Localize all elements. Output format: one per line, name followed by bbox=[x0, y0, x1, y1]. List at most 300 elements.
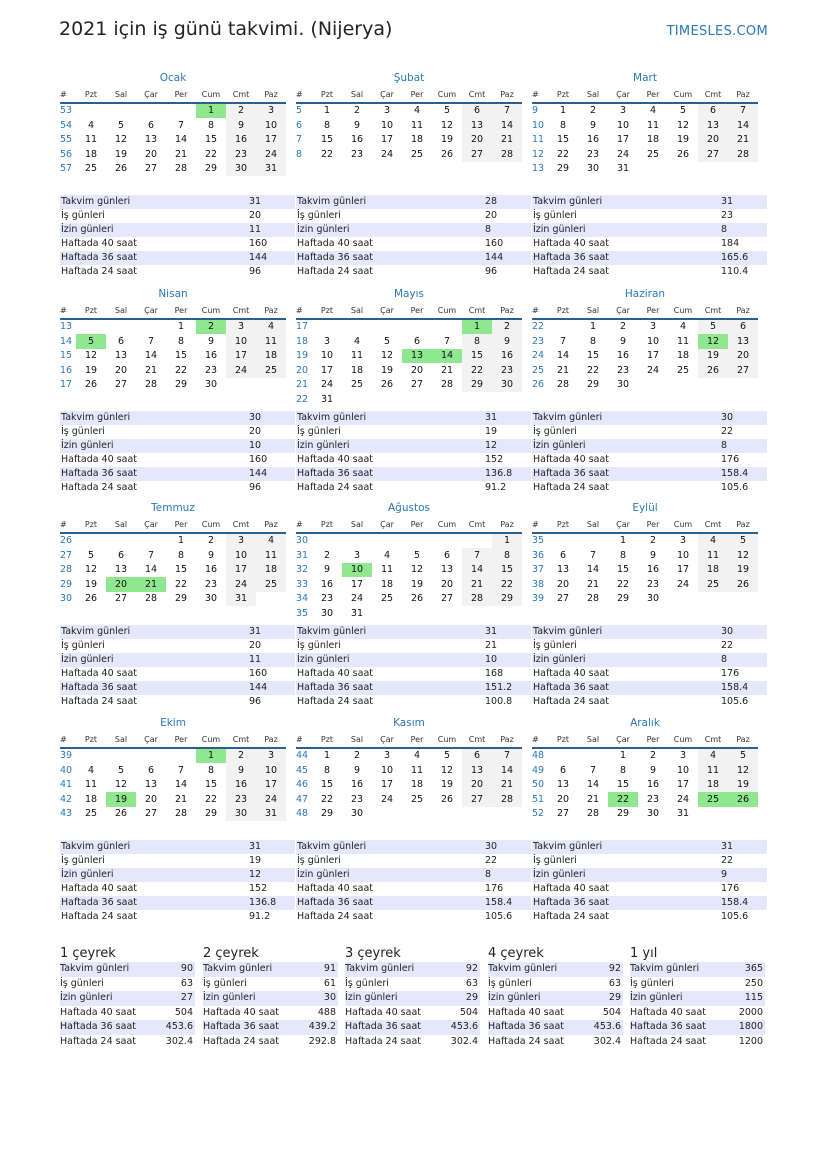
day-cell[interactable]: 12 bbox=[380, 350, 394, 362]
day-cell[interactable]: 7 bbox=[443, 335, 451, 347]
day-cell[interactable]: 27 bbox=[440, 593, 454, 605]
day-cell[interactable]: 7 bbox=[177, 764, 185, 776]
day-cell[interactable]: 17 bbox=[676, 564, 690, 576]
day-cell[interactable]: 15 bbox=[320, 779, 334, 791]
day-cell[interactable]: 28 bbox=[144, 593, 158, 605]
day-cell[interactable]: 25 bbox=[256, 577, 286, 592]
day-cell[interactable]: 29 bbox=[616, 593, 630, 605]
holiday-day-cell[interactable]: 20 bbox=[106, 577, 136, 592]
day-cell[interactable]: 7 bbox=[492, 749, 522, 764]
day-cell[interactable]: 10 bbox=[256, 118, 286, 133]
day-cell[interactable]: 7 bbox=[589, 764, 597, 776]
day-cell[interactable]: 12 bbox=[410, 564, 424, 576]
day-cell[interactable]: 14 bbox=[492, 118, 522, 133]
day-cell[interactable]: 3 bbox=[383, 105, 391, 117]
day-cell[interactable]: 16 bbox=[226, 778, 256, 793]
day-cell[interactable]: 22 bbox=[174, 578, 188, 590]
day-cell[interactable]: 15 bbox=[174, 350, 188, 362]
day-cell[interactable]: 9 bbox=[207, 549, 215, 561]
day-cell[interactable]: 26 bbox=[84, 379, 98, 391]
day-cell[interactable]: 1 bbox=[323, 105, 331, 117]
day-cell[interactable]: 18 bbox=[256, 349, 286, 364]
day-cell[interactable]: 17 bbox=[256, 133, 286, 148]
day-cell[interactable]: 9 bbox=[353, 119, 361, 131]
day-cell[interactable]: 25 bbox=[410, 148, 424, 160]
day-cell[interactable]: 21 bbox=[492, 133, 522, 148]
day-cell[interactable]: 21 bbox=[144, 364, 158, 376]
day-cell[interactable]: 5 bbox=[698, 320, 728, 335]
day-cell[interactable]: 8 bbox=[589, 335, 597, 347]
day-cell[interactable]: 5 bbox=[728, 534, 758, 549]
day-cell[interactable]: 5 bbox=[87, 549, 95, 561]
day-cell[interactable]: 2 bbox=[226, 749, 256, 764]
day-cell[interactable]: 18 bbox=[646, 134, 660, 146]
holiday-day-cell[interactable]: 13 bbox=[402, 349, 432, 364]
day-cell[interactable]: 9 bbox=[492, 334, 522, 349]
day-cell[interactable]: 16 bbox=[320, 578, 334, 590]
day-cell[interactable]: 15 bbox=[616, 564, 630, 576]
day-cell[interactable]: 15 bbox=[174, 564, 188, 576]
day-cell[interactable]: 27 bbox=[462, 147, 492, 162]
day-cell[interactable]: 30 bbox=[616, 379, 630, 391]
day-cell[interactable]: 14 bbox=[144, 564, 158, 576]
day-cell[interactable]: 8 bbox=[207, 119, 215, 131]
day-cell[interactable]: 23 bbox=[646, 578, 660, 590]
day-cell[interactable]: 31 bbox=[226, 592, 256, 607]
day-cell[interactable]: 9 bbox=[226, 763, 256, 778]
day-cell[interactable]: 7 bbox=[492, 104, 522, 119]
day-cell[interactable]: 14 bbox=[586, 564, 600, 576]
day-cell[interactable]: 20 bbox=[410, 364, 424, 376]
day-cell[interactable]: 4 bbox=[649, 105, 657, 117]
day-cell[interactable]: 3 bbox=[679, 750, 687, 762]
day-cell[interactable]: 12 bbox=[728, 548, 758, 563]
day-cell[interactable]: 2 bbox=[619, 321, 627, 333]
day-cell[interactable]: 4 bbox=[87, 119, 95, 131]
day-cell[interactable]: 12 bbox=[84, 350, 98, 362]
day-cell[interactable]: 2 bbox=[492, 320, 522, 335]
day-cell[interactable]: 20 bbox=[462, 133, 492, 148]
day-cell[interactable]: 13 bbox=[144, 134, 158, 146]
day-cell[interactable]: 23 bbox=[586, 148, 600, 160]
day-cell[interactable]: 13 bbox=[728, 334, 758, 349]
day-cell[interactable]: 4 bbox=[383, 549, 391, 561]
day-cell[interactable]: 18 bbox=[698, 778, 728, 793]
day-cell[interactable]: 3 bbox=[256, 749, 286, 764]
day-cell[interactable]: 5 bbox=[383, 335, 391, 347]
holiday-day-cell[interactable]: 10 bbox=[342, 563, 372, 578]
day-cell[interactable]: 30 bbox=[226, 807, 256, 822]
holiday-day-cell[interactable]: 5 bbox=[76, 334, 106, 349]
day-cell[interactable]: 6 bbox=[147, 764, 155, 776]
day-cell[interactable]: 16 bbox=[492, 349, 522, 364]
day-cell[interactable]: 14 bbox=[174, 779, 188, 791]
day-cell[interactable]: 3 bbox=[383, 750, 391, 762]
day-cell[interactable]: 12 bbox=[440, 764, 454, 776]
day-cell[interactable]: 19 bbox=[698, 349, 728, 364]
day-cell[interactable]: 1 bbox=[177, 535, 185, 547]
day-cell[interactable]: 4 bbox=[353, 335, 361, 347]
day-cell[interactable]: 20 bbox=[462, 778, 492, 793]
day-cell[interactable]: 9 bbox=[649, 764, 657, 776]
day-cell[interactable]: 31 bbox=[256, 162, 286, 177]
holiday-day-cell[interactable]: 19 bbox=[106, 792, 136, 807]
day-cell[interactable]: 19 bbox=[84, 364, 98, 376]
holiday-day-cell[interactable]: 26 bbox=[728, 792, 758, 807]
day-cell[interactable]: 15 bbox=[204, 134, 218, 146]
day-cell[interactable]: 23 bbox=[226, 147, 256, 162]
day-cell[interactable]: 14 bbox=[174, 134, 188, 146]
day-cell[interactable]: 24 bbox=[320, 379, 334, 391]
day-cell[interactable]: 26 bbox=[114, 808, 128, 820]
day-cell[interactable]: 14 bbox=[144, 350, 158, 362]
day-cell[interactable]: 13 bbox=[698, 118, 728, 133]
day-cell[interactable]: 2 bbox=[649, 750, 657, 762]
day-cell[interactable]: 4 bbox=[679, 321, 687, 333]
day-cell[interactable]: 4 bbox=[698, 534, 728, 549]
day-cell[interactable]: 29 bbox=[462, 378, 492, 393]
day-cell[interactable]: 3 bbox=[323, 335, 331, 347]
day-cell[interactable]: 10 bbox=[320, 350, 334, 362]
day-cell[interactable]: 3 bbox=[619, 105, 627, 117]
day-cell[interactable]: 20 bbox=[144, 148, 158, 160]
day-cell[interactable]: 19 bbox=[728, 563, 758, 578]
day-cell[interactable]: 8 bbox=[177, 549, 185, 561]
day-cell[interactable]: 7 bbox=[589, 549, 597, 561]
holiday-day-cell[interactable]: 12 bbox=[698, 334, 728, 349]
day-cell[interactable]: 7 bbox=[147, 335, 155, 347]
day-cell[interactable]: 26 bbox=[380, 379, 394, 391]
day-cell[interactable]: 22 bbox=[492, 577, 522, 592]
day-cell[interactable]: 10 bbox=[380, 764, 394, 776]
day-cell[interactable]: 28 bbox=[174, 808, 188, 820]
brand-link[interactable]: TIMESLES.COM bbox=[666, 24, 768, 39]
day-cell[interactable]: 7 bbox=[728, 104, 758, 119]
day-cell[interactable]: 6 bbox=[698, 104, 728, 119]
day-cell[interactable]: 23 bbox=[204, 578, 218, 590]
day-cell[interactable]: 22 bbox=[204, 793, 218, 805]
day-cell[interactable]: 21 bbox=[728, 133, 758, 148]
day-cell[interactable]: 20 bbox=[440, 578, 454, 590]
day-cell[interactable]: 14 bbox=[462, 563, 492, 578]
day-cell[interactable]: 16 bbox=[204, 564, 218, 576]
day-cell[interactable]: 23 bbox=[492, 363, 522, 378]
day-cell[interactable]: 27 bbox=[410, 379, 424, 391]
holiday-day-cell[interactable]: 1 bbox=[196, 104, 226, 119]
day-cell[interactable]: 8 bbox=[492, 548, 522, 563]
day-cell[interactable]: 19 bbox=[114, 148, 128, 160]
day-cell[interactable]: 12 bbox=[676, 119, 690, 131]
day-cell[interactable]: 10 bbox=[226, 334, 256, 349]
day-cell[interactable]: 31 bbox=[616, 163, 630, 175]
day-cell[interactable]: 24 bbox=[676, 793, 690, 805]
day-cell[interactable]: 25 bbox=[676, 364, 690, 376]
day-cell[interactable]: 6 bbox=[559, 549, 567, 561]
day-cell[interactable]: 21 bbox=[586, 578, 600, 590]
day-cell[interactable]: 17 bbox=[646, 350, 660, 362]
day-cell[interactable]: 29 bbox=[320, 808, 334, 820]
day-cell[interactable]: 21 bbox=[174, 793, 188, 805]
day-cell[interactable]: 20 bbox=[556, 793, 570, 805]
day-cell[interactable]: 23 bbox=[350, 793, 364, 805]
day-cell[interactable]: 31 bbox=[676, 808, 690, 820]
day-cell[interactable]: 29 bbox=[586, 379, 600, 391]
day-cell[interactable]: 18 bbox=[84, 793, 98, 805]
holiday-day-cell[interactable]: 1 bbox=[462, 320, 492, 335]
day-cell[interactable]: 13 bbox=[462, 118, 492, 133]
day-cell[interactable]: 6 bbox=[147, 119, 155, 131]
day-cell[interactable]: 27 bbox=[556, 808, 570, 820]
day-cell[interactable]: 31 bbox=[350, 607, 364, 619]
day-cell[interactable]: 27 bbox=[698, 147, 728, 162]
day-cell[interactable]: 29 bbox=[616, 808, 630, 820]
day-cell[interactable]: 2 bbox=[207, 535, 215, 547]
day-cell[interactable]: 17 bbox=[226, 563, 256, 578]
day-cell[interactable]: 18 bbox=[380, 578, 394, 590]
day-cell[interactable]: 30 bbox=[586, 163, 600, 175]
day-cell[interactable]: 10 bbox=[256, 763, 286, 778]
day-cell[interactable]: 1 bbox=[619, 535, 627, 547]
day-cell[interactable]: 17 bbox=[226, 349, 256, 364]
day-cell[interactable]: 6 bbox=[443, 549, 451, 561]
day-cell[interactable]: 1 bbox=[619, 750, 627, 762]
day-cell[interactable]: 30 bbox=[204, 593, 218, 605]
day-cell[interactable]: 6 bbox=[117, 549, 125, 561]
day-cell[interactable]: 26 bbox=[410, 593, 424, 605]
day-cell[interactable]: 23 bbox=[616, 364, 630, 376]
day-cell[interactable]: 21 bbox=[174, 148, 188, 160]
day-cell[interactable]: 27 bbox=[114, 593, 128, 605]
day-cell[interactable]: 18 bbox=[84, 148, 98, 160]
day-cell[interactable]: 11 bbox=[350, 350, 364, 362]
day-cell[interactable]: 4 bbox=[413, 750, 421, 762]
day-cell[interactable]: 1 bbox=[177, 321, 185, 333]
day-cell[interactable]: 6 bbox=[117, 335, 125, 347]
day-cell[interactable]: 8 bbox=[207, 764, 215, 776]
holiday-day-cell[interactable]: 21 bbox=[136, 577, 166, 592]
day-cell[interactable]: 24 bbox=[256, 147, 286, 162]
day-cell[interactable]: 11 bbox=[646, 119, 660, 131]
day-cell[interactable]: 28 bbox=[174, 163, 188, 175]
day-cell[interactable]: 9 bbox=[589, 119, 597, 131]
day-cell[interactable]: 26 bbox=[676, 148, 690, 160]
day-cell[interactable]: 2 bbox=[353, 750, 361, 762]
day-cell[interactable]: 24 bbox=[380, 793, 394, 805]
day-cell[interactable]: 6 bbox=[462, 749, 492, 764]
day-cell[interactable]: 13 bbox=[556, 779, 570, 791]
day-cell[interactable]: 6 bbox=[462, 104, 492, 119]
day-cell[interactable]: 26 bbox=[698, 363, 728, 378]
day-cell[interactable]: 5 bbox=[413, 549, 421, 561]
day-cell[interactable]: 4 bbox=[256, 534, 286, 549]
day-cell[interactable]: 1 bbox=[589, 321, 597, 333]
day-cell[interactable]: 17 bbox=[380, 779, 394, 791]
day-cell[interactable]: 15 bbox=[586, 350, 600, 362]
day-cell[interactable]: 9 bbox=[323, 564, 331, 576]
day-cell[interactable]: 16 bbox=[646, 564, 660, 576]
day-cell[interactable]: 18 bbox=[410, 134, 424, 146]
day-cell[interactable]: 30 bbox=[646, 593, 660, 605]
day-cell[interactable]: 9 bbox=[353, 764, 361, 776]
day-cell[interactable]: 11 bbox=[676, 335, 690, 347]
day-cell[interactable]: 13 bbox=[462, 763, 492, 778]
day-cell[interactable]: 31 bbox=[320, 393, 334, 405]
day-cell[interactable]: 18 bbox=[256, 563, 286, 578]
day-cell[interactable]: 4 bbox=[698, 749, 728, 764]
day-cell[interactable]: 13 bbox=[440, 564, 454, 576]
day-cell[interactable]: 26 bbox=[114, 163, 128, 175]
day-cell[interactable]: 31 bbox=[256, 807, 286, 822]
day-cell[interactable]: 29 bbox=[204, 163, 218, 175]
day-cell[interactable]: 8 bbox=[619, 764, 627, 776]
day-cell[interactable]: 13 bbox=[556, 564, 570, 576]
day-cell[interactable]: 4 bbox=[87, 764, 95, 776]
day-cell[interactable]: 25 bbox=[698, 577, 728, 592]
day-cell[interactable]: 10 bbox=[646, 335, 660, 347]
day-cell[interactable]: 18 bbox=[350, 364, 364, 376]
day-cell[interactable]: 29 bbox=[204, 808, 218, 820]
day-cell[interactable]: 25 bbox=[256, 363, 286, 378]
day-cell[interactable]: 22 bbox=[320, 148, 334, 160]
day-cell[interactable]: 27 bbox=[144, 808, 158, 820]
day-cell[interactable]: 11 bbox=[256, 548, 286, 563]
day-cell[interactable]: 7 bbox=[462, 548, 492, 563]
day-cell[interactable]: 10 bbox=[676, 549, 690, 561]
day-cell[interactable]: 15 bbox=[204, 779, 218, 791]
day-cell[interactable]: 25 bbox=[410, 793, 424, 805]
day-cell[interactable]: 2 bbox=[589, 105, 597, 117]
day-cell[interactable]: 5 bbox=[679, 105, 687, 117]
day-cell[interactable]: 26 bbox=[440, 793, 454, 805]
day-cell[interactable]: 5 bbox=[117, 764, 125, 776]
day-cell[interactable]: 14 bbox=[492, 763, 522, 778]
day-cell[interactable]: 8 bbox=[619, 549, 627, 561]
day-cell[interactable]: 7 bbox=[177, 119, 185, 131]
day-cell[interactable]: 2 bbox=[226, 104, 256, 119]
day-cell[interactable]: 9 bbox=[226, 118, 256, 133]
day-cell[interactable]: 23 bbox=[320, 593, 334, 605]
day-cell[interactable]: 4 bbox=[256, 320, 286, 335]
day-cell[interactable]: 24 bbox=[256, 792, 286, 807]
day-cell[interactable]: 5 bbox=[443, 750, 451, 762]
day-cell[interactable]: 23 bbox=[646, 793, 660, 805]
day-cell[interactable]: 20 bbox=[144, 793, 158, 805]
day-cell[interactable]: 24 bbox=[380, 148, 394, 160]
day-cell[interactable]: 2 bbox=[649, 535, 657, 547]
day-cell[interactable]: 28 bbox=[586, 808, 600, 820]
day-cell[interactable]: 10 bbox=[676, 764, 690, 776]
day-cell[interactable]: 6 bbox=[728, 320, 758, 335]
day-cell[interactable]: 10 bbox=[380, 119, 394, 131]
day-cell[interactable]: 12 bbox=[440, 119, 454, 131]
day-cell[interactable]: 21 bbox=[492, 778, 522, 793]
holiday-day-cell[interactable]: 25 bbox=[698, 792, 728, 807]
holiday-day-cell[interactable]: 2 bbox=[196, 320, 226, 335]
day-cell[interactable]: 20 bbox=[114, 364, 128, 376]
holiday-day-cell[interactable]: 1 bbox=[196, 749, 226, 764]
day-cell[interactable]: 19 bbox=[380, 364, 394, 376]
day-cell[interactable]: 3 bbox=[226, 534, 256, 549]
day-cell[interactable]: 5 bbox=[728, 749, 758, 764]
day-cell[interactable]: 6 bbox=[413, 335, 421, 347]
day-cell[interactable]: 12 bbox=[84, 564, 98, 576]
day-cell[interactable]: 9 bbox=[619, 335, 627, 347]
day-cell[interactable]: 18 bbox=[410, 779, 424, 791]
day-cell[interactable]: 17 bbox=[616, 134, 630, 146]
day-cell[interactable]: 3 bbox=[649, 321, 657, 333]
day-cell[interactable]: 11 bbox=[410, 119, 424, 131]
holiday-day-cell[interactable]: 22 bbox=[608, 792, 638, 807]
day-cell[interactable]: 29 bbox=[174, 379, 188, 391]
day-cell[interactable]: 8 bbox=[462, 334, 492, 349]
day-cell[interactable]: 21 bbox=[556, 364, 570, 376]
day-cell[interactable]: 27 bbox=[728, 363, 758, 378]
day-cell[interactable]: 22 bbox=[320, 793, 334, 805]
day-cell[interactable]: 26 bbox=[84, 593, 98, 605]
day-cell[interactable]: 8 bbox=[177, 335, 185, 347]
day-cell[interactable]: 22 bbox=[204, 148, 218, 160]
day-cell[interactable]: 17 bbox=[350, 578, 364, 590]
day-cell[interactable]: 24 bbox=[226, 363, 256, 378]
day-cell[interactable]: 13 bbox=[144, 779, 158, 791]
day-cell[interactable]: 25 bbox=[380, 593, 394, 605]
day-cell[interactable]: 14 bbox=[728, 118, 758, 133]
day-cell[interactable]: 16 bbox=[350, 779, 364, 791]
day-cell[interactable]: 3 bbox=[256, 104, 286, 119]
day-cell[interactable]: 2 bbox=[323, 549, 331, 561]
day-cell[interactable]: 20 bbox=[556, 578, 570, 590]
day-cell[interactable]: 28 bbox=[492, 792, 522, 807]
day-cell[interactable]: 17 bbox=[256, 778, 286, 793]
day-cell[interactable]: 19 bbox=[728, 778, 758, 793]
day-cell[interactable]: 19 bbox=[676, 134, 690, 146]
day-cell[interactable]: 26 bbox=[728, 577, 758, 592]
day-cell[interactable]: 15 bbox=[492, 563, 522, 578]
day-cell[interactable]: 12 bbox=[114, 779, 128, 791]
day-cell[interactable]: 20 bbox=[698, 133, 728, 148]
day-cell[interactable]: 25 bbox=[84, 808, 98, 820]
day-cell[interactable]: 27 bbox=[556, 593, 570, 605]
day-cell[interactable]: 19 bbox=[440, 779, 454, 791]
day-cell[interactable]: 15 bbox=[556, 134, 570, 146]
day-cell[interactable]: 29 bbox=[492, 592, 522, 607]
day-cell[interactable]: 27 bbox=[462, 792, 492, 807]
day-cell[interactable]: 30 bbox=[350, 808, 364, 820]
day-cell[interactable]: 24 bbox=[226, 577, 256, 592]
day-cell[interactable]: 24 bbox=[350, 593, 364, 605]
day-cell[interactable]: 22 bbox=[462, 363, 492, 378]
day-cell[interactable]: 1 bbox=[559, 105, 567, 117]
day-cell[interactable]: 25 bbox=[350, 379, 364, 391]
day-cell[interactable]: 22 bbox=[616, 578, 630, 590]
day-cell[interactable]: 3 bbox=[679, 535, 687, 547]
day-cell[interactable]: 29 bbox=[174, 593, 188, 605]
day-cell[interactable]: 28 bbox=[440, 379, 454, 391]
day-cell[interactable]: 11 bbox=[256, 334, 286, 349]
day-cell[interactable]: 11 bbox=[698, 763, 728, 778]
day-cell[interactable]: 11 bbox=[84, 779, 98, 791]
day-cell[interactable]: 21 bbox=[440, 364, 454, 376]
day-cell[interactable]: 22 bbox=[586, 364, 600, 376]
day-cell[interactable]: 30 bbox=[320, 607, 334, 619]
day-cell[interactable]: 27 bbox=[114, 379, 128, 391]
day-cell[interactable]: 11 bbox=[84, 134, 98, 146]
day-cell[interactable]: 12 bbox=[114, 134, 128, 146]
day-cell[interactable]: 25 bbox=[84, 163, 98, 175]
day-cell[interactable]: 24 bbox=[676, 578, 690, 590]
day-cell[interactable]: 15 bbox=[616, 779, 630, 791]
day-cell[interactable]: 15 bbox=[320, 134, 334, 146]
